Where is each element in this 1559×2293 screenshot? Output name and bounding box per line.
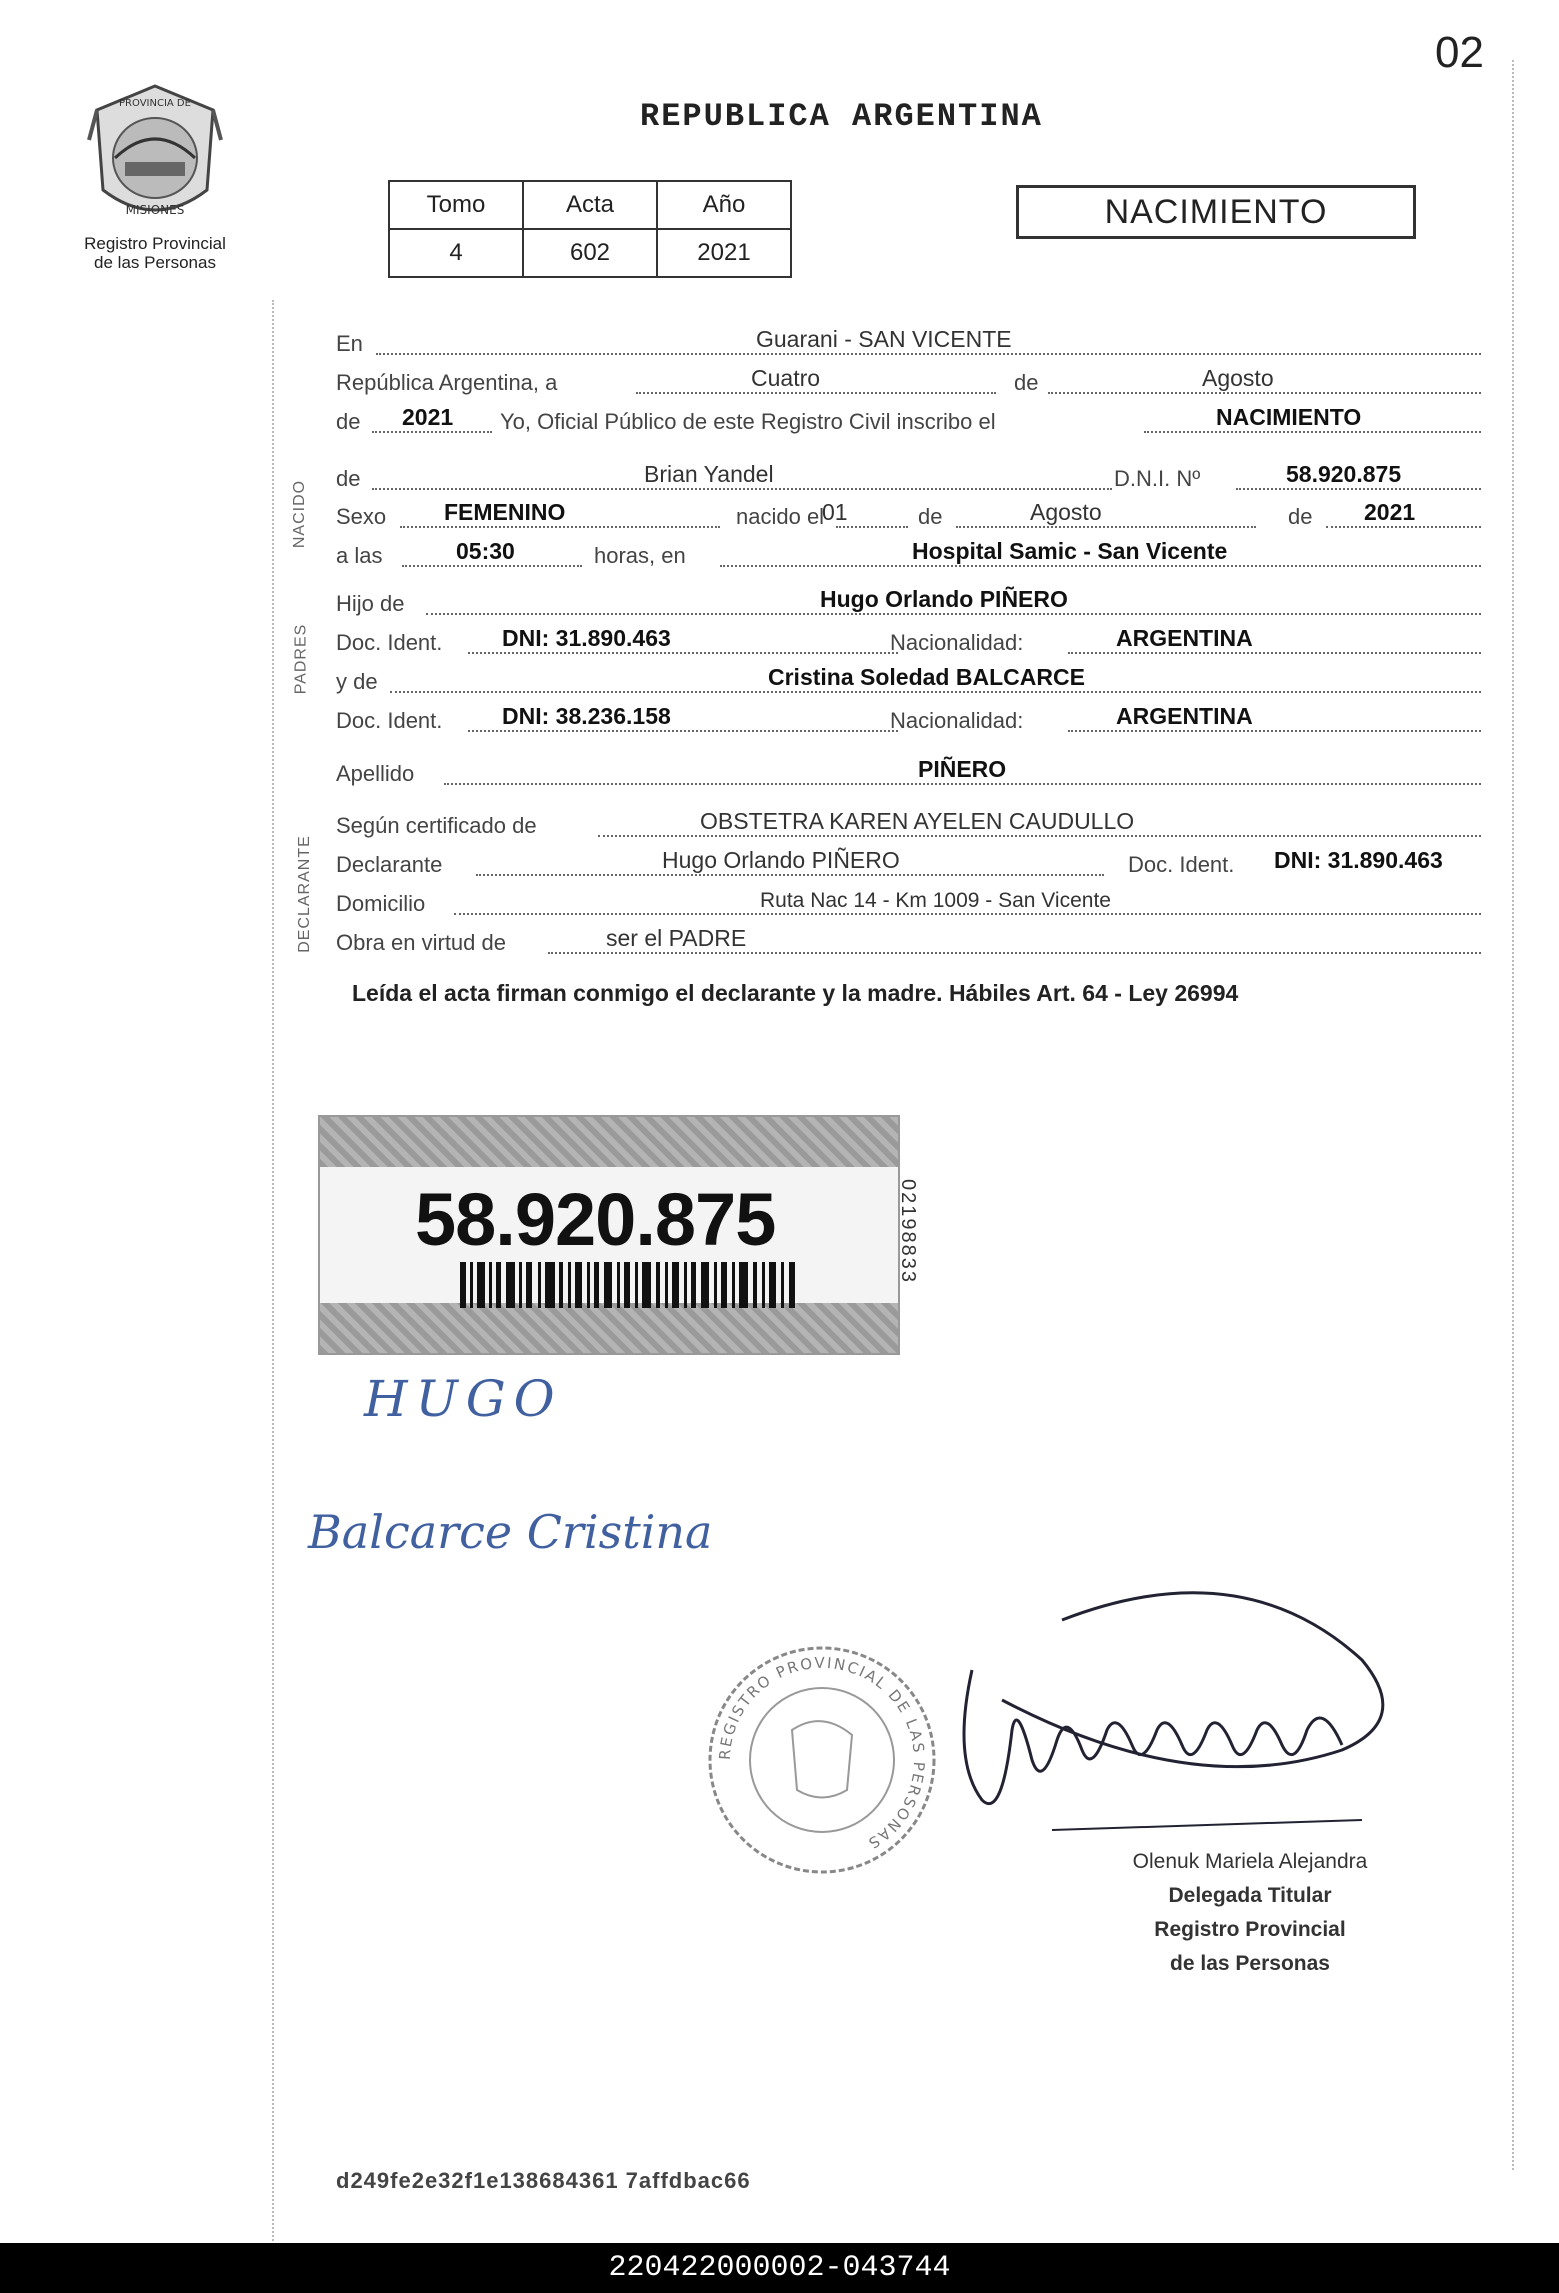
value-tomo: 4 [389,229,523,277]
apellido-value: PIÑERO [918,756,1007,782]
acta-type-box: NACIMIENTO [1016,185,1416,239]
oficial-text: Yo, Oficial Público de este Registro Civil inscribo el [500,409,996,434]
official-seal-icon [702,1640,942,1880]
header-anio: Año [657,181,791,229]
value-anio: 2021 [657,229,791,277]
section-label-nacido: NACIDO [291,479,309,549]
row-certificado [336,807,1481,843]
sexo-label: Sexo [336,504,387,529]
horas-label: horas, en [594,543,686,568]
domicilio-value: Ruta Nac 14 - Km 1009 - San Vicente [760,889,1111,912]
dni-value: 58.920.875 [1286,461,1402,487]
inscribo-value: NACIMIENTO [1216,404,1362,430]
row-apellido [336,755,1481,791]
row-domicilio [336,885,1481,921]
registry-logo [75,80,235,272]
en-value: Guarani - SAN VICENTE [756,326,1012,352]
a-las-label: a las [336,543,383,568]
document-hash: d249fe2e32f1e138684361 7affdbac66 [336,2168,751,2193]
barcode-icon [460,1262,800,1308]
certificado-label: Según certificado de [336,813,537,838]
declarante-value: Hugo Orlando PIÑERO [662,847,900,873]
register-table-header [389,181,791,229]
official-signature-block [1080,1845,1420,1981]
madre-doc: DNI: 38.236.158 [502,703,671,729]
handwritten-signature-hugo: HUGO [364,1370,563,1428]
page-number: 02 [1435,28,1484,77]
left-margin-line [272,300,274,2293]
dni-label: D.N.I. Nº [1114,466,1201,491]
header-acta: Acta [523,181,657,229]
card-serial: 02198833 [896,1179,919,1284]
value-acta: 602 [523,229,657,277]
section-label-declarante: DECLARANTE [295,835,313,953]
row-sexo [336,498,1481,534]
declarante-doc-label: Doc. Ident. [1128,852,1235,877]
closing-note: Leída el acta firman conmigo el declarante y la madre. Hábiles Art. 64 - Ley 26994 [352,980,1239,1006]
birth-day: 01 [822,499,848,525]
logo-caption-line2: de las Personas [94,253,216,272]
nacido-label: nacido el [736,504,825,529]
emblem-text-bottom: MISIONES [125,203,185,217]
domicilio-label: Domicilio [336,891,426,916]
official-signature-icon [942,1580,1422,1880]
nombre-de-label: de [336,466,361,491]
en-label: En [336,331,363,356]
month-written: Agosto [1202,365,1274,391]
madre-value: Cristina Soledad BALCARCE [768,664,1085,690]
official-office-1: Registro Provincial [1154,1918,1346,1941]
obra-value: ser el PADRE [606,925,747,951]
padre-doc: DNI: 31.890.463 [502,625,671,651]
row-padre-doc [336,624,1481,660]
section-label-padres: PADRES [292,623,310,695]
de-label-2: de [336,409,361,434]
republica-label: República Argentina, a [336,370,558,395]
row-declarante [336,846,1481,882]
footer-code: 220422000002-043744 [0,2243,1559,2293]
logo-caption-line1: Registro Provincial [84,234,226,253]
padre-value: Hugo Orlando PIÑERO [820,586,1068,612]
dni-number-card [318,1115,900,1355]
sexo-value: FEMENINO [444,499,566,525]
birth-year: 2021 [1364,499,1416,525]
padre-nac: ARGENTINA [1116,625,1253,651]
declarante-label: Declarante [336,852,443,877]
day-written: Cuatro [751,365,821,391]
row-nombre [336,460,1481,496]
misiones-emblem-icon [85,80,225,230]
register-table [388,180,792,278]
row-obra [336,924,1481,960]
nacido-de-label: de [918,504,943,529]
madre-nac: ARGENTINA [1116,703,1253,729]
hora-value: 05:30 [456,538,515,564]
madre-nac-label: Nacionalidad: [890,708,1024,733]
header-tomo: Tomo [389,181,523,229]
emblem-text-top: PROVINCIA DE [119,98,191,109]
obra-label: Obra en virtud de [336,930,506,955]
row-hora [336,537,1481,573]
official-office-2: de las Personas [1170,1952,1330,1975]
row-oficial [336,403,1481,439]
register-table-values [389,229,791,277]
madre-doc-label: Doc. Ident. [336,708,443,733]
nacido-de-label-2: de [1288,504,1313,529]
row-en [336,325,1481,361]
nombre-value: Brian Yandel [644,461,774,487]
official-role: Delegada Titular [1168,1884,1332,1907]
apellido-label: Apellido [336,761,415,786]
row-republica [336,364,1481,400]
y-de-label: y de [336,669,378,694]
row-hijo [336,585,1481,621]
declarante-doc: DNI: 31.890.463 [1274,847,1443,873]
padre-doc-label: Doc. Ident. [336,630,443,655]
document-title: REPUBLICA ARGENTINA [640,98,1043,135]
handwritten-signature-balcarce: Balcarce Cristina [308,1505,713,1559]
certificado-value: OBSTETRA KAREN AYELEN CAUDULLO [700,808,1135,834]
lugar-value: Hospital Samic - San Vicente [912,538,1228,564]
official-name: Olenuk Mariela Alejandra [1132,1850,1368,1873]
right-margin-line [1512,60,1514,2170]
row-madre-doc [336,702,1481,738]
year: 2021 [402,404,454,430]
seal-text: REGISTRO PROVINCIAL DE LAS PERSONAS [715,1653,929,1854]
birth-month: Agosto [1030,499,1102,525]
card-dni-number: 58.920.875 [415,1178,776,1261]
row-madre [336,663,1481,699]
hijo-label: Hijo de [336,591,405,616]
padre-nac-label: Nacionalidad: [890,630,1024,655]
de-label: de [1014,370,1039,395]
svg-text:REGISTRO PROVINCIAL DE LAS PER [716,1654,928,1853]
